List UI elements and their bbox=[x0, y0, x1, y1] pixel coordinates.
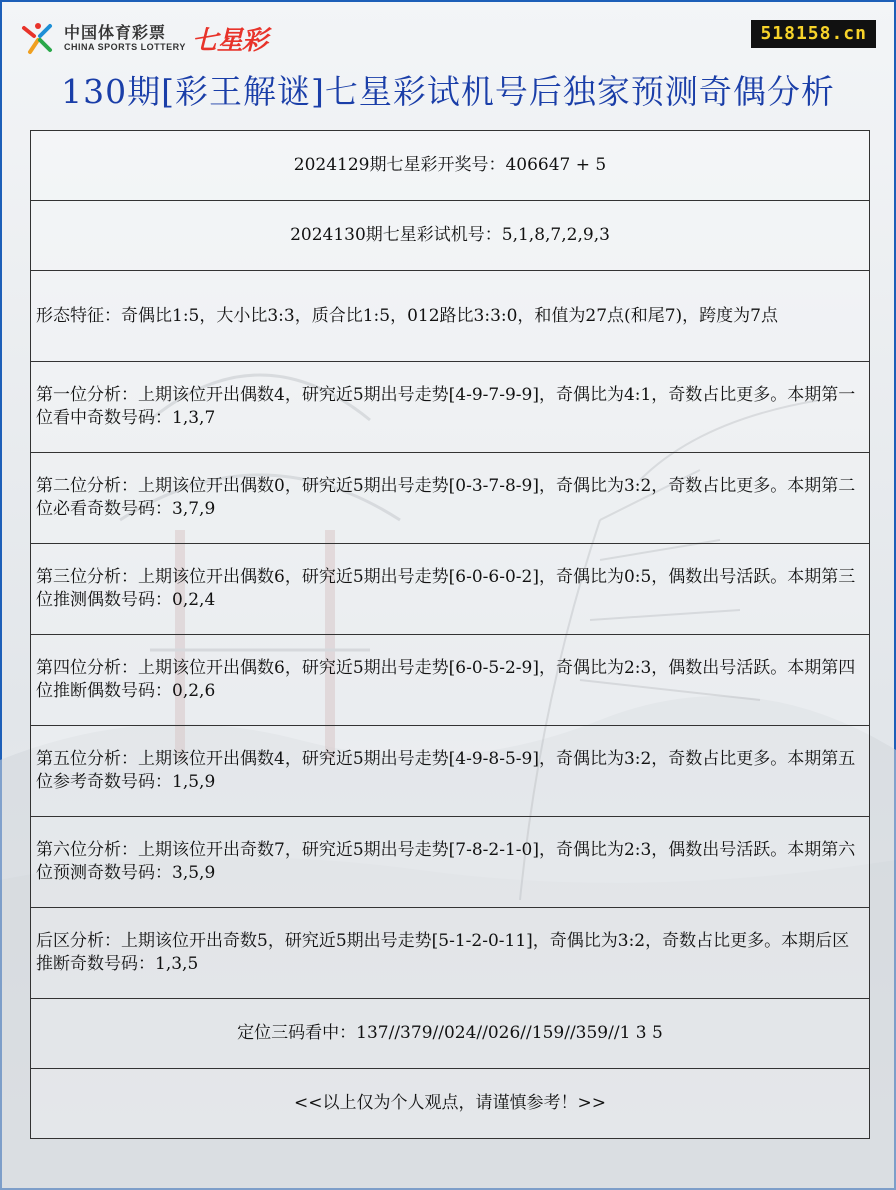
analysis-table bbox=[30, 130, 870, 1139]
position-6-analysis-cell: 第六位分析：上期该位开出奇数7，研究近5期出号走势[7-8-2-1-0]，奇偶比为2:3，偶数出号活跃。本期第六位预测奇数号码：3,5,9 bbox=[31, 817, 870, 908]
table-row bbox=[31, 271, 870, 362]
position-1-analysis-cell: 第一位分析：上期该位开出偶数4，研究近5期出号走势[4-9-7-9-9]，奇偶比为4:1，奇数占比更多。本期第一位看中奇数号码：1,3,7 bbox=[31, 362, 870, 453]
site-badge[interactable]: 518158.cn bbox=[751, 20, 876, 48]
table-row bbox=[31, 362, 870, 453]
table-row bbox=[31, 908, 870, 999]
disclaimer-cell: <<以上仅为个人观点，请谨慎参考！>> bbox=[31, 1069, 870, 1139]
header bbox=[0, 0, 896, 60]
table-row bbox=[31, 131, 870, 201]
table-row bbox=[31, 999, 870, 1069]
table-row bbox=[31, 201, 870, 271]
table-row bbox=[31, 635, 870, 726]
three-code-pick-cell: 定位三码看中：137//379//024//026//159//359//1 3 5 bbox=[31, 999, 870, 1069]
draw-result-cell: 2024129期七星彩开奖号：406647 + 5 bbox=[31, 131, 870, 201]
position-2-analysis-cell: 第二位分析：上期该位开出偶数0，研究近5期出号走势[0-3-7-8-9]，奇偶比为3:2，奇数占比更多。本期第二位必看奇数号码：3,7,9 bbox=[31, 453, 870, 544]
sports-lottery-logo-icon bbox=[20, 20, 56, 56]
trial-number-cell: 2024130期七星彩试机号：5,1,8,7,2,9,3 bbox=[31, 201, 870, 271]
table-row bbox=[31, 453, 870, 544]
position-3-analysis-cell: 第三位分析：上期该位开出偶数6，研究近5期出号走势[6-0-6-0-2]，奇偶比为0:5，偶数出号活跃。本期第三位推测偶数号码：0,2,4 bbox=[31, 544, 870, 635]
lottery-logo bbox=[20, 18, 267, 58]
position-4-analysis-cell: 第四位分析：上期该位开出偶数6，研究近5期出号走势[6-0-5-2-9]，奇偶比为2:3，偶数出号活跃。本期第四位推断偶数号码：0,2,6 bbox=[31, 635, 870, 726]
logo-chinese-text: 中国体育彩票 bbox=[64, 22, 167, 42]
table-row bbox=[31, 1069, 870, 1139]
logo-english-text: CHINA SPORTS LOTTERY bbox=[64, 41, 186, 52]
game-logo-text: 七星彩 bbox=[191, 25, 267, 56]
back-zone-analysis-cell: 后区分析：上期该位开出奇数5，研究近5期出号走势[5-1-2-0-11]，奇偶比为3:2，奇数占比更多。本期后区推断奇数号码：1,3,5 bbox=[31, 908, 870, 999]
position-5-analysis-cell: 第五位分析：上期该位开出偶数4，研究近5期出号走势[4-9-8-5-9]，奇偶比为3:2，奇数占比更多。本期第五位参考奇数号码：1,5,9 bbox=[31, 726, 870, 817]
pattern-feature-cell: 形态特征：奇偶比1:5，大小比3:3，质合比1:5，012路比3:3:0，和值为27点(和尾7)，跨度为7点 bbox=[31, 271, 870, 362]
table-row bbox=[31, 544, 870, 635]
table-row bbox=[31, 817, 870, 908]
page-title: 130期[彩王解谜]七星彩试机号后独家预测奇偶分析 bbox=[61, 72, 835, 111]
table-row bbox=[31, 726, 870, 817]
